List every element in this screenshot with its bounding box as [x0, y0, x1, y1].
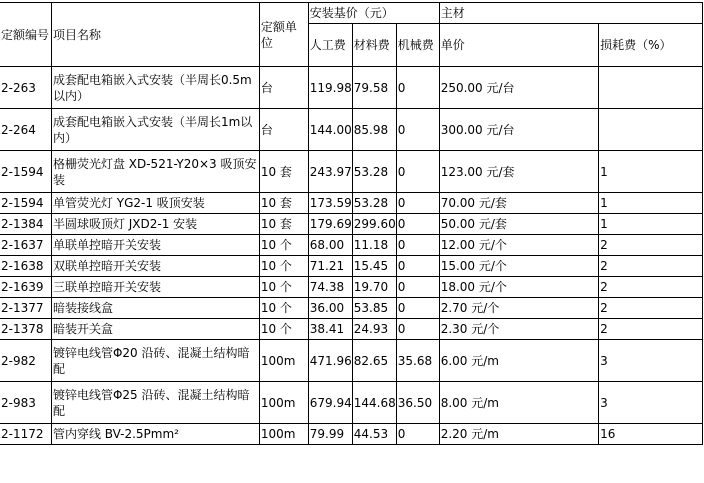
- row-price: 12.00 元/个: [439, 235, 598, 256]
- row-machine: 0: [396, 151, 439, 193]
- row-code: 2-982: [0, 340, 51, 382]
- row-material: 44.53: [352, 424, 396, 445]
- row-loss: [599, 67, 703, 109]
- table-row: [0, 319, 703, 340]
- row-code: 2-1594: [0, 193, 51, 214]
- table-row: [0, 109, 703, 151]
- table-row: [0, 214, 703, 235]
- row-loss: 3: [599, 340, 703, 382]
- row-code: 2-264: [0, 109, 51, 151]
- row-machine: 0: [396, 214, 439, 235]
- row-name: 格栅荧光灯盘 XD-521-Y20×3 吸顶安装: [51, 151, 259, 193]
- row-price: 250.00 元/台: [439, 67, 598, 109]
- row-machine: 35.68: [396, 340, 439, 382]
- row-name: 三联单控暗开关安装: [51, 277, 259, 298]
- row-code: 2-1384: [0, 214, 51, 235]
- header-name: 项目名称: [51, 3, 259, 67]
- header-machine: 机械费: [396, 24, 439, 67]
- row-labor: 36.00: [308, 298, 352, 319]
- row-loss: 1: [599, 193, 703, 214]
- row-labor: 144.00: [308, 109, 352, 151]
- row-name: 镀锌电线管Φ20 沿砖、混凝土结构暗配: [51, 340, 259, 382]
- table-row: [0, 235, 703, 256]
- header-unit-price: 单价: [439, 24, 598, 67]
- row-material: 144.68: [352, 382, 396, 424]
- row-material: 11.18: [352, 235, 396, 256]
- table-row: [0, 256, 703, 277]
- row-code: 2-1637: [0, 235, 51, 256]
- row-price: 15.00 元/个: [439, 256, 598, 277]
- header-material: 材料费: [352, 24, 396, 67]
- quota-table: [0, 2, 703, 445]
- row-name: 单联单控暗开关安装: [51, 235, 259, 256]
- row-code: 2-1639: [0, 277, 51, 298]
- row-machine: 0: [396, 109, 439, 151]
- row-labor: 243.97: [308, 151, 352, 193]
- row-loss: 16: [599, 424, 703, 445]
- row-material: 24.93: [352, 319, 396, 340]
- header-loss: 损耗费（%）: [599, 24, 703, 67]
- row-machine: 0: [396, 319, 439, 340]
- row-price: 2.20 元/m: [439, 424, 598, 445]
- row-loss: 3: [599, 382, 703, 424]
- row-machine: 0: [396, 193, 439, 214]
- row-name: 成套配电箱嵌入式安装（半周长0.5m以内）: [51, 67, 259, 109]
- row-unit: 100m: [259, 382, 308, 424]
- row-loss: 2: [599, 319, 703, 340]
- row-price: 6.00 元/m: [439, 340, 598, 382]
- row-machine: 36.50: [396, 382, 439, 424]
- row-loss: [599, 109, 703, 151]
- row-code: 2-1378: [0, 319, 51, 340]
- row-labor: 179.69: [308, 214, 352, 235]
- row-code: 2-1638: [0, 256, 51, 277]
- row-unit: 台: [259, 109, 308, 151]
- row-unit: 10 个: [259, 235, 308, 256]
- row-code: 2-983: [0, 382, 51, 424]
- table-row: [0, 298, 703, 319]
- row-unit: 100m: [259, 424, 308, 445]
- row-machine: 0: [396, 67, 439, 109]
- table-row: [0, 424, 703, 445]
- row-unit: 100m: [259, 340, 308, 382]
- row-material: 19.70: [352, 277, 396, 298]
- row-unit: 10 套: [259, 214, 308, 235]
- row-loss: 2: [599, 235, 703, 256]
- row-loss: 2: [599, 298, 703, 319]
- row-labor: 471.96: [308, 340, 352, 382]
- row-material: 299.60: [352, 214, 396, 235]
- row-price: 50.00 元/套: [439, 214, 598, 235]
- row-labor: 71.21: [308, 256, 352, 277]
- row-price: 300.00 元/台: [439, 109, 598, 151]
- row-code: 2-263: [0, 67, 51, 109]
- row-price: 2.70 元/个: [439, 298, 598, 319]
- table-row: [0, 151, 703, 193]
- row-unit: 台: [259, 67, 308, 109]
- row-loss: 2: [599, 256, 703, 277]
- table-row: [0, 277, 703, 298]
- row-code: 2-1594: [0, 151, 51, 193]
- row-price: 123.00 元/套: [439, 151, 598, 193]
- header-code: 定额编号: [0, 3, 51, 67]
- row-material: 82.65: [352, 340, 396, 382]
- row-price: 18.00 元/个: [439, 277, 598, 298]
- row-name: 双联单控暗开关安装: [51, 256, 259, 277]
- row-material: 15.45: [352, 256, 396, 277]
- row-unit: 10 个: [259, 319, 308, 340]
- row-unit: 10 套: [259, 193, 308, 214]
- row-material: 53.28: [352, 151, 396, 193]
- row-loss: 2: [599, 277, 703, 298]
- row-unit: 10 套: [259, 151, 308, 193]
- row-name: 暗装开关盒: [51, 319, 259, 340]
- row-material: 85.98: [352, 109, 396, 151]
- row-machine: 0: [396, 256, 439, 277]
- row-labor: 679.94: [308, 382, 352, 424]
- row-code: 2-1172: [0, 424, 51, 445]
- row-machine: 0: [396, 424, 439, 445]
- table-row: [0, 340, 703, 382]
- row-material: 79.58: [352, 67, 396, 109]
- row-machine: 0: [396, 298, 439, 319]
- row-labor: 173.59: [308, 193, 352, 214]
- table-row: [0, 382, 703, 424]
- row-material: 53.85: [352, 298, 396, 319]
- row-price: 70.00 元/套: [439, 193, 598, 214]
- header-labor: 人工费: [308, 24, 352, 67]
- row-unit: 10 个: [259, 256, 308, 277]
- row-code: 2-1377: [0, 298, 51, 319]
- row-name: 成套配电箱嵌入式安装（半周长1m以内）: [51, 109, 259, 151]
- row-name: 镀锌电线管Φ25 沿砖、混凝土结构暗配: [51, 382, 259, 424]
- row-labor: 119.98: [308, 67, 352, 109]
- row-name: 管内穿线 BV-2.5Pmm²: [51, 424, 259, 445]
- row-labor: 68.00: [308, 235, 352, 256]
- row-price: 8.00 元/m: [439, 382, 598, 424]
- header-base-price: 安装基价（元）: [308, 3, 439, 24]
- row-labor: 79.99: [308, 424, 352, 445]
- row-unit: 10 个: [259, 277, 308, 298]
- row-unit: 10 个: [259, 298, 308, 319]
- row-name: 暗装接线盒: [51, 298, 259, 319]
- row-labor: 74.38: [308, 277, 352, 298]
- row-labor: 38.41: [308, 319, 352, 340]
- row-material: 53.28: [352, 193, 396, 214]
- row-loss: 1: [599, 214, 703, 235]
- row-machine: 0: [396, 277, 439, 298]
- table-row: [0, 67, 703, 109]
- header-unit: 定额单位: [259, 3, 308, 67]
- row-name: 单管荧光灯 YG2-1 吸顶安装: [51, 193, 259, 214]
- row-loss: 1: [599, 151, 703, 193]
- header-main-material: 主材: [439, 3, 702, 24]
- table-row: [0, 193, 703, 214]
- row-name: 半圆球吸顶灯 JXD2-1 安装: [51, 214, 259, 235]
- row-machine: 0: [396, 235, 439, 256]
- row-price: 2.30 元/个: [439, 319, 598, 340]
